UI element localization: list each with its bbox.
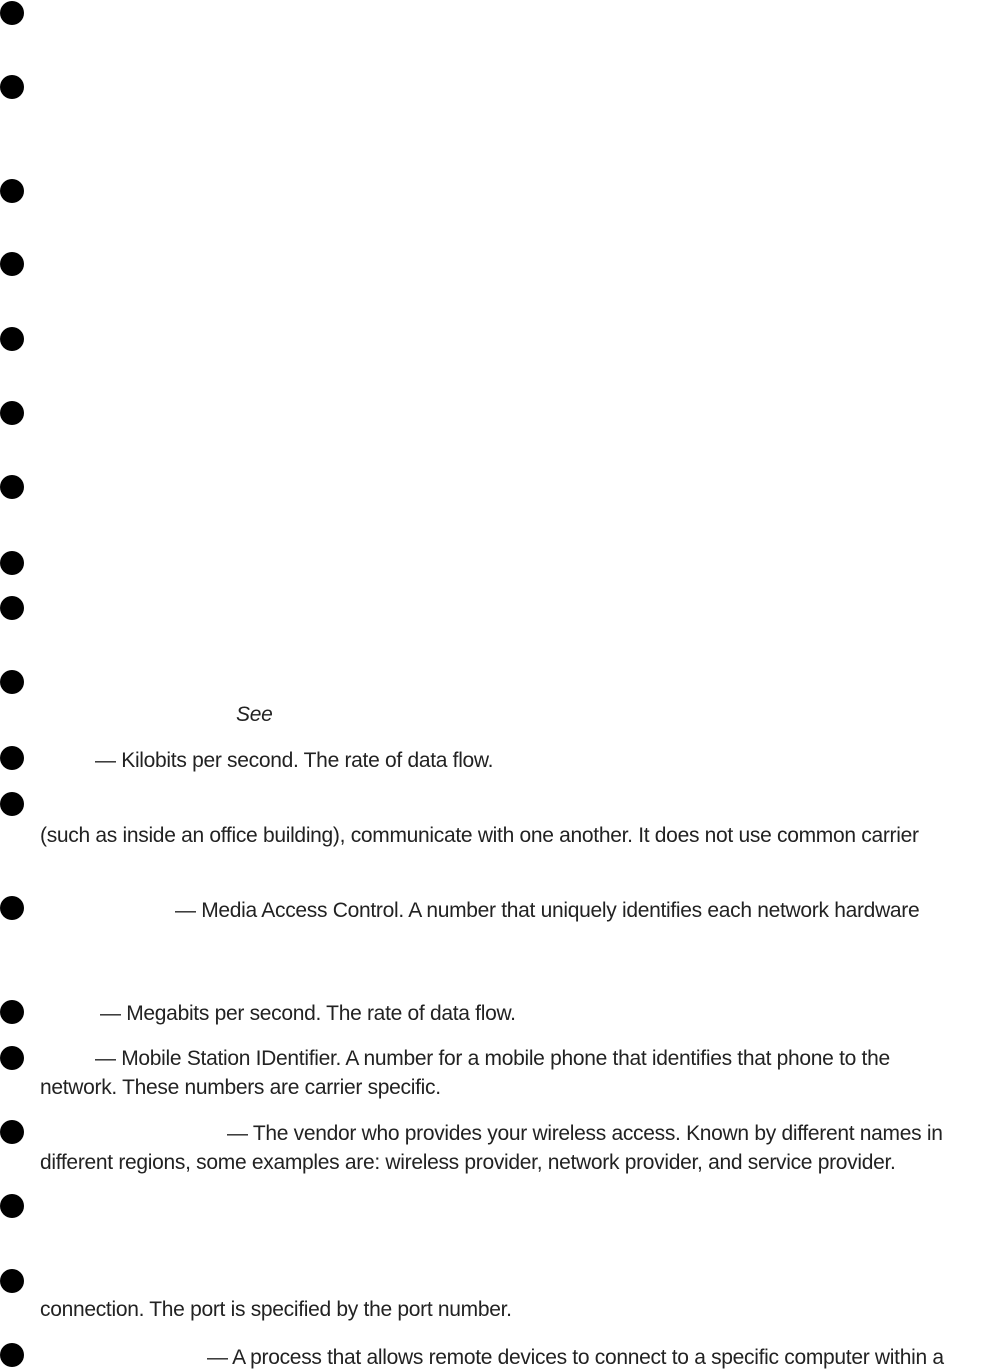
- bullet-10: [0, 670, 24, 694]
- see-reference: See: [236, 703, 273, 726]
- bullet-6: [0, 401, 24, 425]
- bullet-16: [0, 1120, 24, 1144]
- kbps-definition: — Kilobits per second. The rate of data flow.: [95, 749, 494, 772]
- bullet-13: [0, 896, 24, 920]
- mac-definition: — Media Access Control. A number that uniquely identifies each network hardware: [175, 899, 920, 922]
- network-operator-definition-line2: different regions, some examples are: wireless provider, network provider, and service provider.: [40, 1151, 896, 1174]
- bullet-1: [0, 1, 24, 25]
- network-operator-definition-line1: — The vendor who provides your wireless access. Known by different names in: [227, 1122, 943, 1145]
- bullet-19: [0, 1343, 24, 1367]
- bullet-18: [0, 1269, 24, 1293]
- bullet-5: [0, 327, 24, 351]
- mbps-definition: — Megabits per second. The rate of data flow.: [100, 1002, 516, 1025]
- port-definition-continuation: connection. The port is specified by the port number.: [40, 1298, 512, 1321]
- bullet-3: [0, 179, 24, 203]
- bullet-17: [0, 1194, 24, 1218]
- bullet-8: [0, 551, 24, 575]
- bullet-2: [0, 75, 24, 99]
- bullet-7: [0, 475, 24, 499]
- bullet-14: [0, 1000, 24, 1024]
- bullet-12: [0, 792, 24, 816]
- bullet-4: [0, 252, 24, 276]
- bullet-9: [0, 596, 24, 620]
- bullet-15: [0, 1046, 24, 1070]
- bullet-11: [0, 746, 24, 770]
- msid-definition-line1: — Mobile Station IDentifier. A number for a mobile phone that identifies that phone to the: [95, 1047, 890, 1070]
- msid-definition-line2: network. These numbers are carrier specific.: [40, 1076, 441, 1099]
- lan-definition-continuation: (such as inside an office building), communicate with one another. It does not use common carrier: [40, 824, 919, 847]
- port-forwarding-definition-line1: — A process that allows remote devices to connect to a specific computer within a: [207, 1346, 944, 1369]
